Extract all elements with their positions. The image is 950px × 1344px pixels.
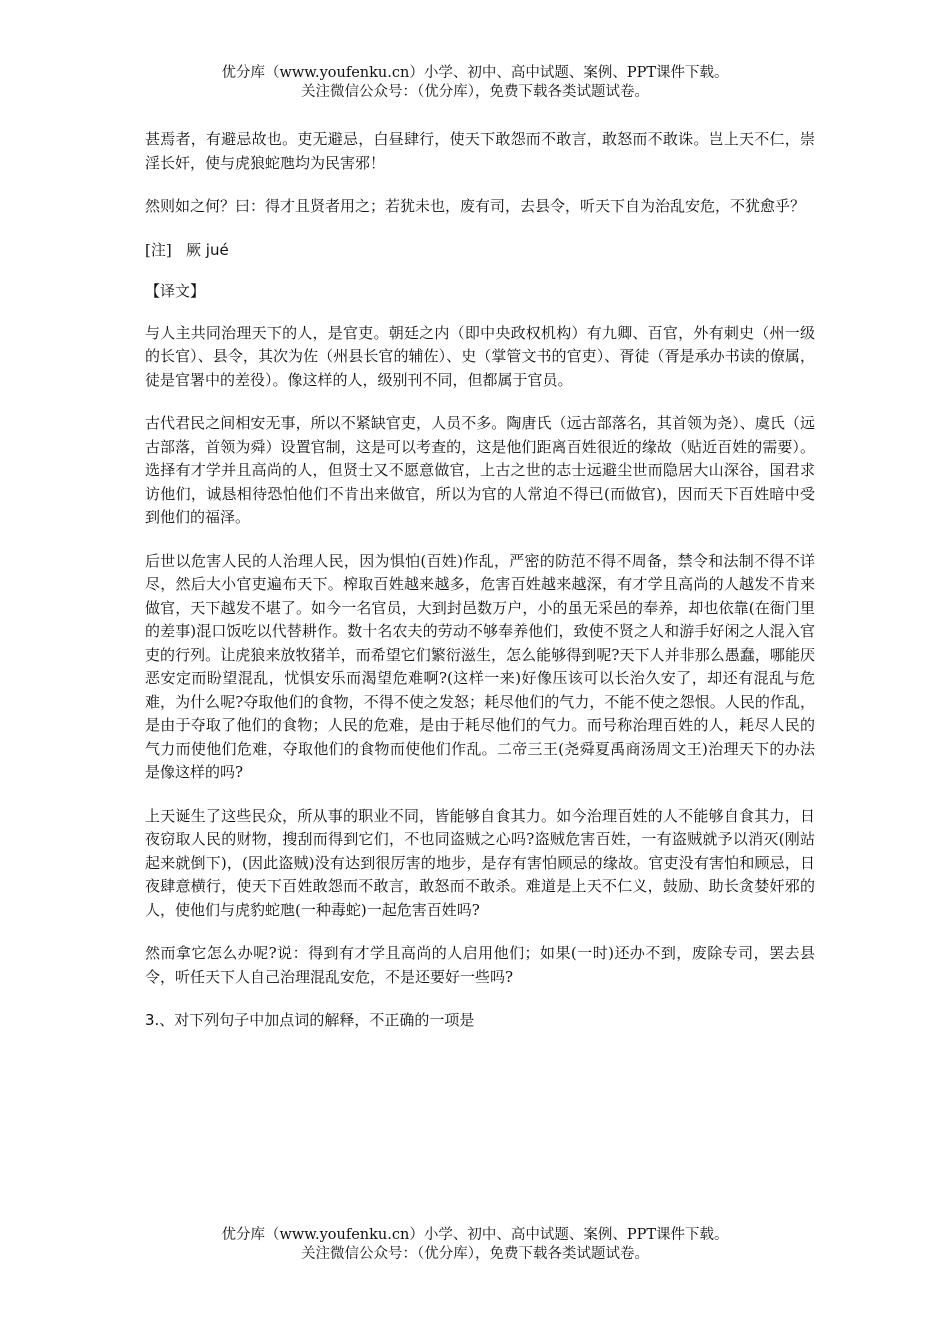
- header-line-2: 关注微信公众号：（优分库），免费下载各类试题试卷。: [301, 84, 649, 100]
- header-line-1: 优分库（www.youfenku.cn）小学、初中、高中试题、案例、PPT课件下载。: [221, 65, 729, 81]
- note-text: 厥 jué: [186, 240, 229, 259]
- annotation-note: [145, 239, 815, 263]
- translation-paragraph-2: 古代君民之间相安无事，所以不紧缺官吏，人员不多。陶唐氏（远古部落名，其首领为尧）、虞氏（远古部落，首领为舜）设置官制，这是可以考查的，这是他们距离百姓很近的缘故（贴近百姓的需要）。选择有才学并且高尚的人，但贤士又不愿意做官，上古之世的志士远避尘世而隐居大山深谷，国君求访他们，诚恳相待恐怕他们不肯出来做官，所以为官的人常迫不得已(而做官)，因而天下百姓暗中受到他们的福泽。: [145, 414, 815, 526]
- footer-line-1: 优分库（www.youfenku.cn）小学、初中、高中试题、案例、PPT课件下载。: [221, 1227, 729, 1243]
- translation-paragraph-1: 与人主共同治理天下的人，是官吏。朝廷之内（即中央政权机构）有九卿、百官，外有刺史（州一级的长官）、县令，其次为佐（州县长官的辅佐）、史（掌管文书的官吏）、胥徒（胥是承办书读的僚属，徒是官署中的差役）。像这样的人，级别刊不同，但都属于官员。: [145, 323, 815, 389]
- translation-paragraph-5: 然而拿它怎么办呢?说：得到有才学且高尚的人启用他们；如果(一时)还办不到，废除专司，罢去县令，听任天下人自己治理混乱安危，不是还要好一些吗?: [145, 944, 815, 986]
- document-body: [145, 128, 815, 1053]
- classical-text-paragraph-1: 甚焉者，有避忌故也。吏无避忌，白昼肆行，使天下敢怨而不敢言，敢怒而不敢诛。岂上天不仁，崇淫长奸，使与虎狼蛇虺均为民害邪！: [145, 130, 815, 172]
- footer-line-2: 关注微信公众号：（优分库），免费下载各类试题试卷。: [301, 1246, 649, 1262]
- translation-paragraph-4: 上天诞生了这些民众，所从事的职业不同，皆能够自食其力。如今治理百姓的人不能够自食其力，日夜窃取人民的财物，搜刮而得到它们，不也同盗贼之心吗?盗贼危害百姓，一有盗贼就予以消灭(刚站起来就倒下)，(因此盗贼)没有达到很厉害的地步，是存有害怕顾忌的缘故。官吏没有害怕和顾忌，日夜肆意横行，使天下百姓敢怨而不敢言，敢怒而不敢杀。难道是上天不仁义，鼓励、助长贪婪奸邪的人，使他们与虎豹蛇虺(一种毒蛇)一起危害百姓吗?: [145, 806, 815, 919]
- question-3: 3.、对下列句子中加点词的解释，不正确的一项是: [145, 1011, 475, 1029]
- translation-heading: 【译文】: [145, 282, 206, 300]
- translation-paragraph-3: 后世以危害人民的人治理人民，因为惧怕(百姓)作乱，严密的防范不得不周备，禁令和法制不得不详尽，然后大小官吏遍布天下。榨取百姓越来越多，危害百姓越来越深，有才学且高尚的人越发不肯来做官，天下越发不堪了。如今一名官员，大到封邑数万户，小的虽无采邑的奉养，却也依靠(在衙门里的差事)混口饭吃以代替耕作。数十名农夫的劳动不够奉养他们，致使不贤之人和游手好闲之人混入官吏的行列。让虎狼来放牧猪羊，而希望它们繁衍滋生，怎么能够得到呢?天下人并非那么愚蠢，哪能厌恶安定而盼望混乱，忧惧安乐而渴望危难啊?(这样一来)好像压该可以长治久安了，却还有混乱与危难，为什么呢?夺取他们的食物，不得不使之发怒；耗尽他们的气力，不能不使之怨恨。人民的作乱，是由于夺取了他们的食物；人民的危难，是由于耗尽他们的气力。而号称治理百姓的人，耗尽人民的气力而使他们危难，夺取他们的食物而使他们作乱。二帝三王(尧舜夏禹商汤周文王)治理天下的办法是像这样的吗?: [145, 551, 815, 781]
- classical-text-paragraph-2: 然则如之何？曰：得才且贤者用之；若犹未也，废有司，去县令，听天下自为治乱安危，不犹愈乎？: [145, 197, 806, 215]
- note-label: [注]: [145, 240, 172, 259]
- page-footer: [0, 1226, 950, 1264]
- page-header: [0, 64, 950, 102]
